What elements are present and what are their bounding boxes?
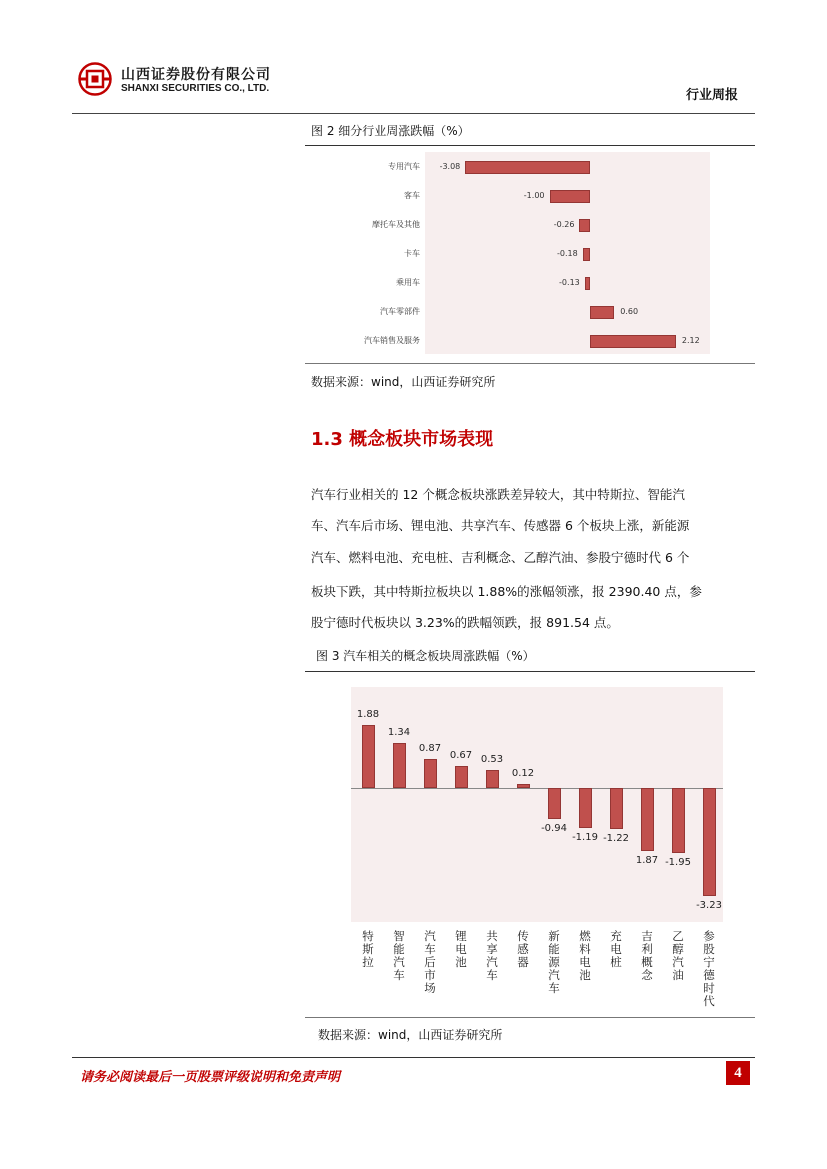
figure2-category-label: 摩托车及其他 bbox=[372, 220, 420, 229]
figure3-source: 数据来源：wind，山西证券研究所 bbox=[318, 1028, 503, 1042]
figure3-bar bbox=[641, 788, 654, 851]
figure3-plot-area bbox=[351, 687, 723, 922]
figure3-category-label: 传感器 bbox=[517, 929, 529, 969]
paragraph-line: 汽车行业相关的 12 个概念板块涨跌差异较大，其中特斯拉、智能汽 bbox=[311, 487, 685, 502]
figure3-category-label: 智能汽车 bbox=[393, 929, 405, 982]
figure3-category-label: 充电桩 bbox=[610, 929, 622, 969]
company-name-cn: 山西证券股份有限公司 bbox=[121, 67, 271, 83]
section-title: 1.3 概念板块市场表现 bbox=[311, 429, 494, 450]
figure2-value-label: 2.12 bbox=[681, 336, 700, 345]
figure3-bar bbox=[455, 766, 468, 788]
company-name-en: SHANXI SECURITIES CO., LTD. bbox=[121, 83, 270, 94]
figure2-category-label: 乘用车 bbox=[396, 278, 420, 287]
figure2-category-label: 客车 bbox=[404, 191, 420, 200]
figure3-bar bbox=[486, 770, 499, 788]
disclaimer: 请务必阅读最后一页股票评级说明和免责声明 bbox=[80, 1070, 341, 1085]
paragraph-line: 车、汽车后市场、锂电池、共享汽车、传感器 6 个板块上涨，新能源 bbox=[311, 518, 690, 533]
figure3-value-label: -1.22 bbox=[603, 832, 629, 844]
figure3-category-label: 特斯拉 bbox=[362, 929, 374, 969]
paragraph-line: 股宁德时代板块以 3.23%的跌幅领跌，报 891.54 点。 bbox=[311, 615, 619, 630]
figure3-bar bbox=[610, 788, 623, 829]
figure2-title: 图 2 细分行业周涨跌幅（%） bbox=[311, 124, 470, 138]
paragraph-line: 汽车、燃料电池、充电桩、吉利概念、乙醇汽油、参股宁德时代 6 个 bbox=[311, 550, 690, 565]
figure2-value-label: -0.13 bbox=[559, 278, 580, 287]
figure3-value-label: -1.19 bbox=[572, 831, 598, 843]
figure2-bar bbox=[465, 161, 590, 174]
company-logo-icon bbox=[78, 62, 112, 96]
figure2-value-label: -0.18 bbox=[557, 249, 578, 258]
figure2-category-label: 汽车销售及服务 bbox=[364, 336, 420, 345]
figure2-value-label: -0.26 bbox=[553, 220, 575, 229]
figure3-title: 图 3 汽车相关的概念板块周涨跌幅（%） bbox=[316, 649, 535, 663]
page-number: 4 bbox=[726, 1061, 750, 1085]
figure3-category-label: 燃料电池 bbox=[579, 929, 591, 982]
figure3-category-label: 汽车后市场 bbox=[424, 929, 436, 995]
figure3-value-label: 1.34 bbox=[387, 727, 411, 739]
paragraph-line: 板块下跌，其中特斯拉板块以 1.88%的涨幅领涨，报 2390.40 点，参 bbox=[311, 584, 702, 599]
figure3-bar bbox=[579, 788, 592, 828]
figure3-category-label: 共享汽车 bbox=[486, 929, 498, 982]
figure2-bar bbox=[579, 219, 590, 232]
figure2-bar bbox=[583, 248, 590, 261]
figure2-bar bbox=[590, 335, 676, 348]
figure3-bar bbox=[393, 743, 406, 788]
figure3-bar bbox=[672, 788, 685, 853]
figure3-bar bbox=[703, 788, 716, 896]
figure2-value-label: 0.60 bbox=[620, 307, 639, 316]
figure3-bottom-rule bbox=[305, 1017, 755, 1018]
footer-divider bbox=[72, 1057, 755, 1058]
figure3-value-label: 0.53 bbox=[480, 754, 504, 766]
figure2-category-label: 专用汽车 bbox=[388, 162, 420, 171]
figure3-bar bbox=[517, 784, 530, 788]
figure3-category-label: 吉利概念 bbox=[641, 929, 653, 982]
figure3-zero-line bbox=[351, 788, 723, 789]
figure3-bar bbox=[548, 788, 561, 819]
figure2-bar bbox=[550, 190, 591, 203]
figure2-bar bbox=[590, 306, 614, 319]
figure3-value-label: 0.12 bbox=[511, 767, 535, 779]
figure3-category-label: 新能源汽车 bbox=[548, 929, 560, 995]
figure3-category-label: 锂电池 bbox=[455, 929, 467, 969]
figure3-value-label: -3.23 bbox=[696, 900, 722, 912]
figure3-value-label: 0.87 bbox=[418, 742, 442, 754]
figure3-value-label: 1.88 bbox=[356, 709, 380, 721]
figure2-category-label: 汽车零部件 bbox=[380, 307, 420, 316]
figure3-top-rule bbox=[305, 671, 755, 672]
report-type: 行业周报 bbox=[686, 88, 739, 103]
figure2-value-label: -3.08 bbox=[439, 162, 461, 171]
figure2-value-label: -1.00 bbox=[523, 191, 545, 200]
figure3-bar bbox=[424, 759, 437, 788]
figure2-bottom-rule bbox=[305, 363, 755, 364]
figure2-category-label: 卡车 bbox=[404, 249, 420, 258]
figure2-top-rule bbox=[305, 145, 755, 146]
figure3-value-label: -0.94 bbox=[541, 823, 567, 835]
figure3-value-label: 0.67 bbox=[449, 749, 473, 761]
figure3-bar bbox=[362, 725, 375, 788]
header-divider bbox=[72, 113, 755, 114]
figure3-category-label: 参股宁德时代 bbox=[703, 929, 715, 1008]
figure3-value-label: 1.87 bbox=[635, 854, 659, 866]
figure2-source: 数据来源：wind，山西证券研究所 bbox=[311, 375, 496, 389]
figure3-value-label: -1.95 bbox=[665, 857, 691, 869]
figure2-bar bbox=[585, 277, 590, 290]
figure3-category-label: 乙醇汽油 bbox=[672, 929, 684, 982]
